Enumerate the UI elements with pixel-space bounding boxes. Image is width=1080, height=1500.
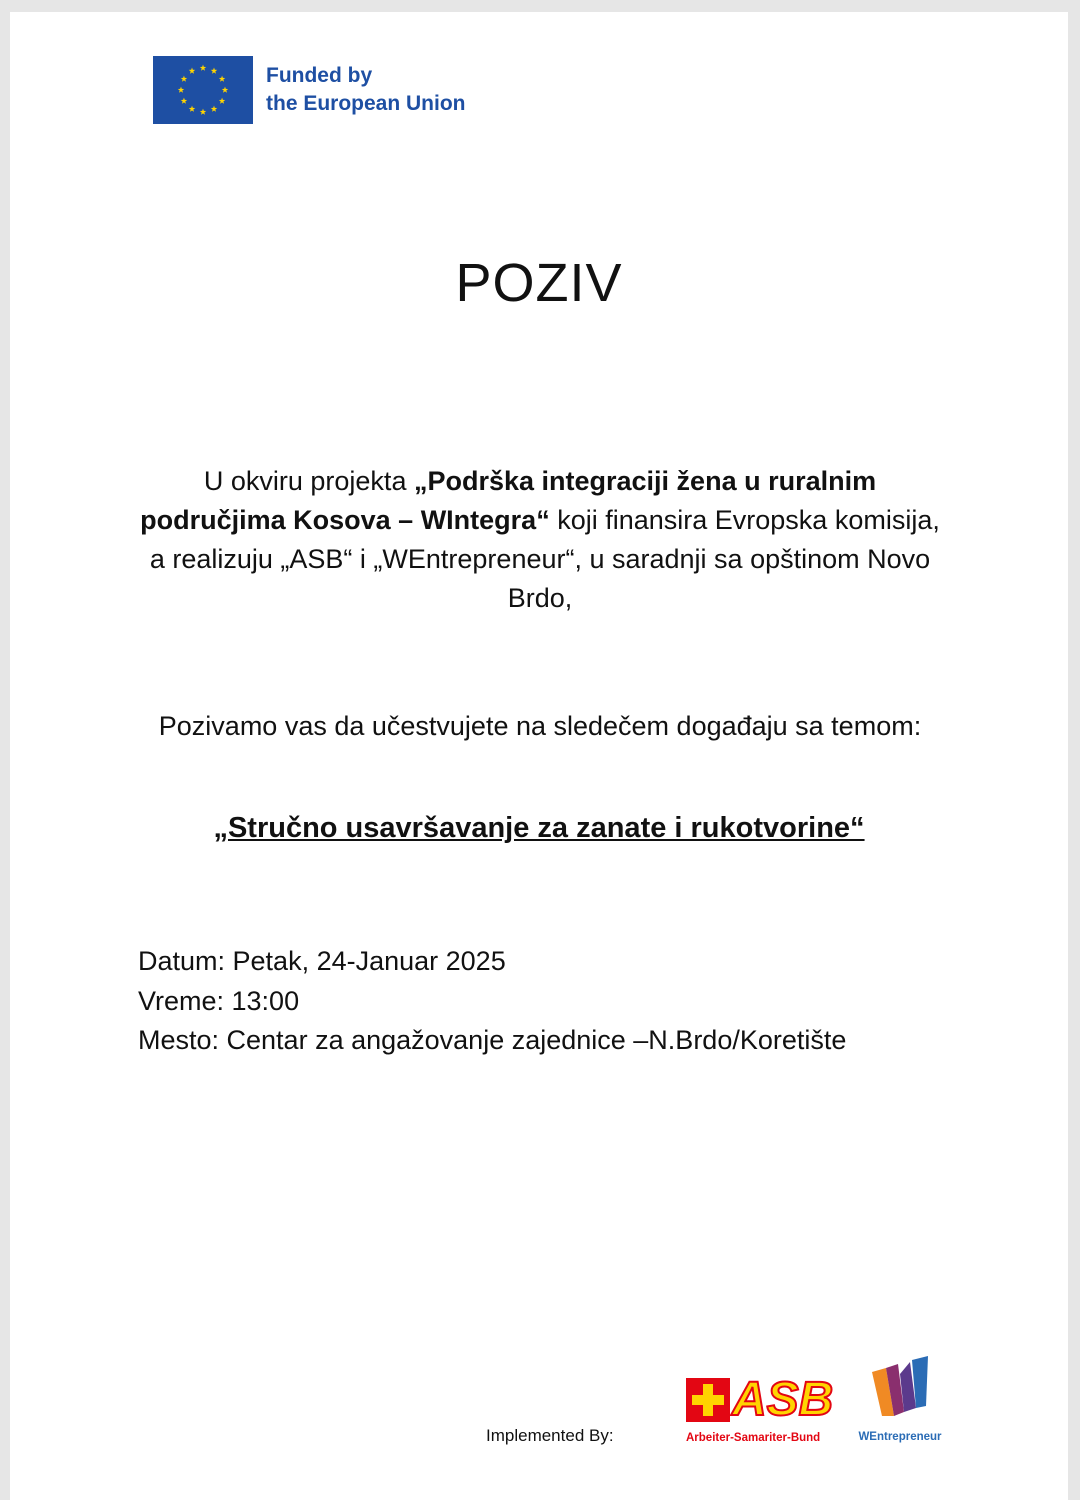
project-name: „Podrška integraciji žena u ruralnim područjima Kosova – WIntegra“ (140, 466, 877, 535)
eu-star (178, 87, 184, 93)
eu-funding-badge (153, 56, 466, 124)
eu-star (211, 106, 217, 112)
wentrepreneur-name: WEntrepreneur (858, 1431, 942, 1443)
wentrepreneur-logo (850, 1354, 950, 1443)
asb-cross-icon (686, 1378, 730, 1422)
event-time: Vreme: 13:00 (138, 985, 300, 1016)
asb-wordmark: ASB (732, 1373, 834, 1426)
intro-text-2: koji finansira Evropska komisija, a realizuju „ASB“ i „WEntrepreneur“, u saradnji sa opštinom Novo Brdo, (149, 505, 940, 613)
eu-star (200, 109, 206, 115)
intro-paragraph (140, 462, 940, 618)
wentrepreneur-w-icon (860, 1354, 940, 1422)
invite-paragraph: Pozivamo vas da učestvujete na sledečem događaju sa temom: (158, 711, 922, 741)
asb-logo (686, 1374, 846, 1444)
implemented-by-label: Implemented By: (486, 1426, 614, 1445)
asb-name: Arbeiter-Samariter-Bund (686, 1432, 821, 1444)
eu-star (222, 87, 228, 93)
eu-star (200, 65, 206, 71)
event-date: Datum: Petak, 24-Januar 2025 (138, 946, 506, 976)
event-details (138, 942, 846, 1061)
eu-star (189, 68, 195, 74)
eu-flag-icon (153, 56, 253, 124)
event-topic: „Stručno usavršavanje za zanate i rukotvorine“ (213, 812, 865, 844)
eu-funding-text (266, 62, 466, 118)
event-place: Mesto: Centar za angažovanje zajednice –N.Brdo/Koretište (138, 1025, 847, 1055)
eu-star (181, 98, 187, 104)
eu-star (189, 106, 195, 112)
eu-line-2: the European Union (266, 92, 466, 115)
eu-star (219, 76, 225, 82)
intro-text-1: U okviru projekta (203, 466, 414, 496)
eu-star (211, 68, 217, 74)
eu-star (219, 98, 225, 104)
document-page (10, 12, 1068, 1500)
eu-star (181, 76, 187, 82)
eu-line-1: Funded by (266, 64, 373, 87)
page-title: POZIV (455, 253, 623, 313)
